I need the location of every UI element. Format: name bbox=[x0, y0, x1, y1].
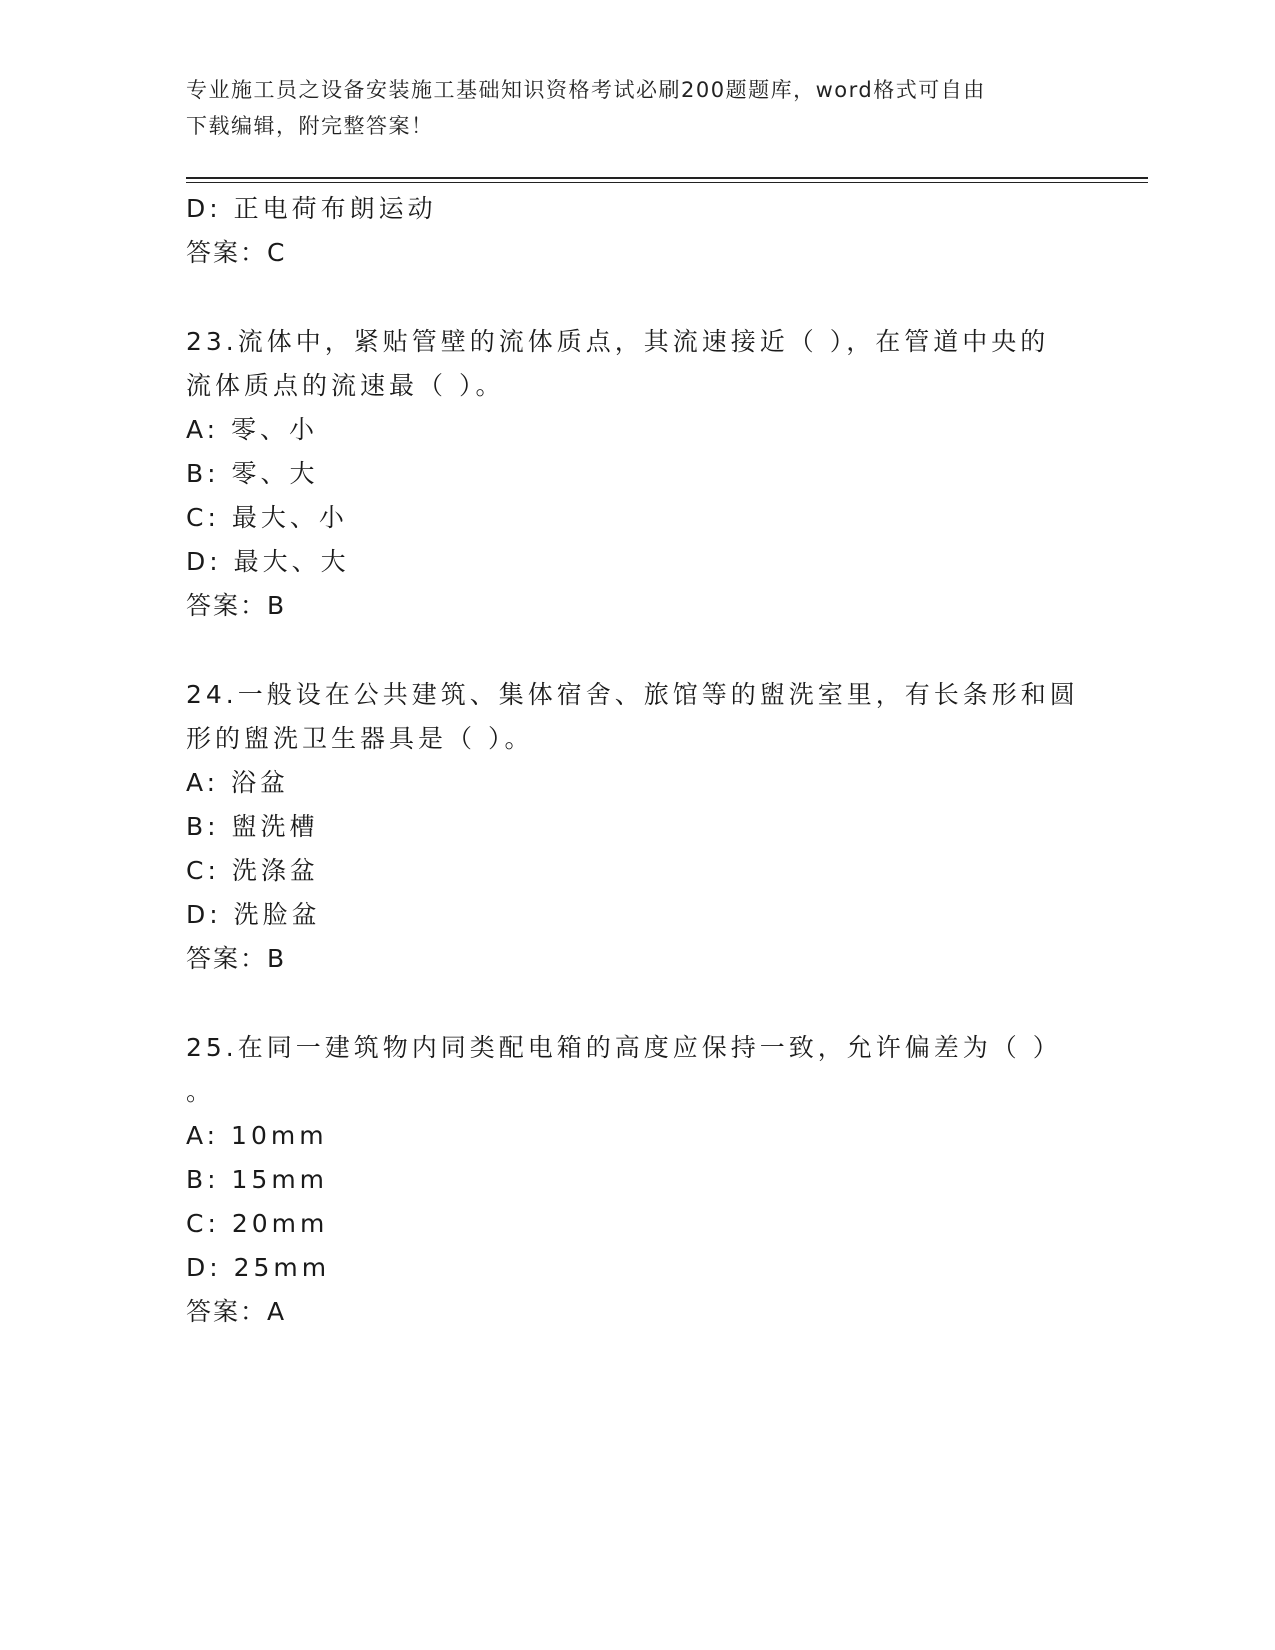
q23-answer: 答案：B bbox=[186, 591, 287, 620]
q24-option-a: A: 浴盆 bbox=[186, 768, 290, 797]
q25-option-b: B: 15mm bbox=[186, 1165, 329, 1194]
q23-stem-line-1: 23.流体中，紧贴管壁的流体质点，其流速接近（ ），在管道中央的 bbox=[186, 327, 1050, 356]
q25-answer: 答案：A bbox=[186, 1297, 287, 1326]
q23-option-d: D: 最大、大 bbox=[186, 547, 350, 576]
q25-stem-line-1: 25.在同一建筑物内同类配电箱的高度应保持一致，允许偏差为（ ） bbox=[186, 1033, 1062, 1062]
prev-answer: 答案：C bbox=[186, 238, 287, 267]
q23-stem-line-2: 流体质点的流速最（ ）。 bbox=[186, 371, 505, 400]
q24-option-d: D: 洗脸盆 bbox=[186, 900, 321, 929]
q25-option-a: A: 10mm bbox=[186, 1121, 328, 1150]
header-line-2: 下载编辑，附完整答案！ bbox=[186, 114, 434, 138]
q23-option-b: B: 零、大 bbox=[186, 459, 319, 488]
prev-option-d: D: 正电荷布朗运动 bbox=[186, 194, 437, 223]
q25-option-c: C: 20mm bbox=[186, 1209, 329, 1238]
q23-option-a: A: 零、小 bbox=[186, 415, 319, 444]
q24-option-c: C: 洗涤盆 bbox=[186, 856, 319, 885]
header-line-1: 专业施工员之设备安装施工基础知识资格考试必刷200题题库，word格式可自由 bbox=[186, 78, 986, 102]
q24-stem-line-2: 形的盥洗卫生器具是（ ）。 bbox=[186, 724, 534, 753]
q24-option-b: B: 盥洗槽 bbox=[186, 812, 319, 841]
q24-stem-line-1: 24.一般设在公共建筑、集体宿舍、旅馆等的盥洗室里，有长条形和圆 bbox=[186, 680, 1079, 709]
q23-option-c: C: 最大、小 bbox=[186, 503, 348, 532]
header-divider-thick bbox=[186, 177, 1148, 179]
document-header bbox=[186, 72, 1066, 144]
q25-option-d: D: 25mm bbox=[186, 1253, 331, 1282]
header-divider-thin bbox=[186, 182, 1148, 183]
q24-answer: 答案：B bbox=[186, 944, 287, 973]
q25-stem-line-2: 。 bbox=[186, 1077, 216, 1106]
